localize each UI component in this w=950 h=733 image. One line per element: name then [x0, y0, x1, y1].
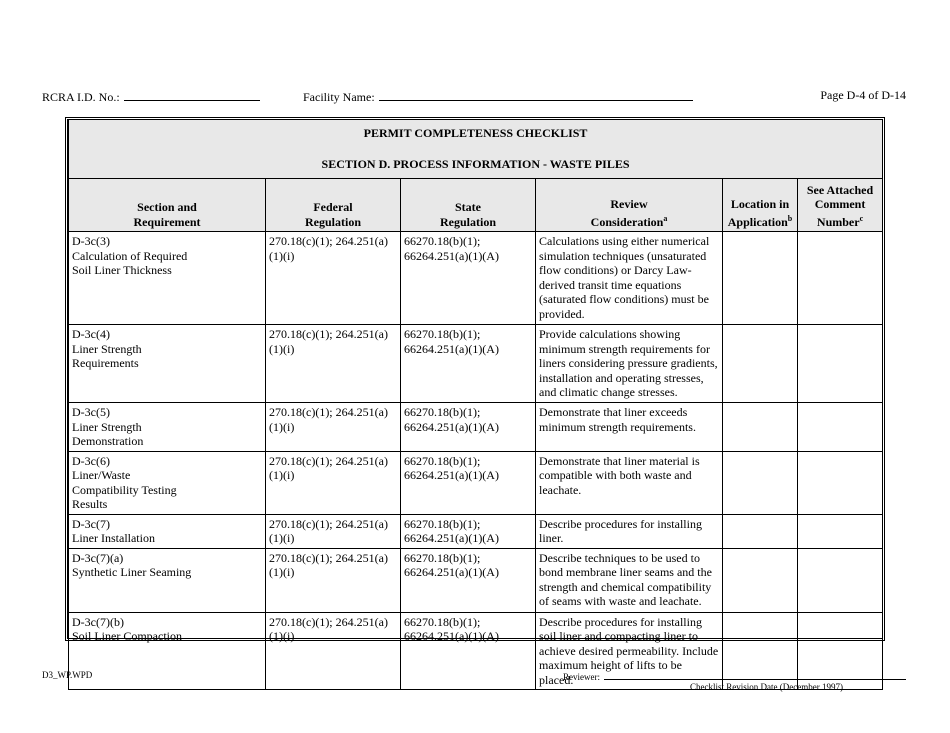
comment-number-cell[interactable] [798, 548, 883, 612]
comment-number-cell[interactable] [798, 514, 883, 548]
table-row [69, 451, 883, 514]
col-review-line2: Consideration [590, 214, 664, 229]
reviewer-blank[interactable] [604, 670, 906, 680]
checklist-table [68, 120, 883, 690]
reviewer-field [563, 670, 906, 682]
section-requirement: Soil Liner Compaction [72, 629, 182, 643]
facility-name-label: Facility Name: [303, 90, 375, 104]
col-federal [266, 179, 401, 232]
review-consideration: Describe procedures for installing soil liner and compacting liner to achieve desired permeability. Include maximum height of lifts to be placed. [536, 612, 723, 690]
state-regulation: 66270.18(b)(1); 66264.251(a)(1)(A) [401, 325, 536, 403]
review-consideration: Calculations using either numerical simulation techniques (unsaturated flow conditions) or Darcy Law-derived transit time equations (saturated flow conditions) must be provided. [536, 232, 723, 325]
col-comment [798, 179, 883, 232]
col-review-line1: Review [610, 197, 648, 211]
section-code: D-3c(7)(b) [72, 614, 124, 629]
col-section-line2: Requirement [133, 214, 201, 229]
section-requirement: Liner Strength Demonstration [72, 419, 144, 448]
federal-regulation: 270.18(c)(1); 264.251(a)(1)(i) [266, 451, 401, 514]
col-federal-line1: Federal [313, 200, 353, 214]
state-regulation: 66270.18(b)(1); 66264.251(a)(1)(A) [401, 612, 536, 690]
location-in-application-cell[interactable] [723, 548, 798, 612]
state-regulation: 66270.18(b)(1); 66264.251(a)(1)(A) [401, 403, 536, 452]
col-review [536, 179, 723, 232]
col-federal-line2: Regulation [304, 214, 361, 229]
comment-number-cell[interactable] [798, 232, 883, 325]
col-comment-line3: Number [816, 214, 860, 229]
col-location-line2: Application [727, 214, 788, 229]
comment-number-cell[interactable] [798, 403, 883, 452]
location-in-application-cell[interactable] [723, 403, 798, 452]
location-in-application-cell[interactable] [723, 514, 798, 548]
column-header-row [69, 179, 883, 232]
federal-regulation: 270.18(c)(1); 264.251(a)(1)(i) [266, 403, 401, 452]
review-consideration: Describe procedures for installing liner. [536, 514, 723, 548]
section-requirement: Synthetic Liner Seaming [72, 565, 192, 579]
col-comment-line1: See Attached [806, 182, 874, 197]
section-code: D-3c(7) [72, 516, 110, 531]
reviewer-label: Reviewer: [563, 672, 600, 682]
section-requirement: Liner Installation [72, 531, 155, 545]
title-row [69, 120, 883, 179]
federal-regulation: 270.18(c)(1); 264.251(a)(1)(i) [266, 548, 401, 612]
comment-number-cell[interactable] [798, 451, 883, 514]
section-cell [69, 451, 266, 514]
col-review-footnote: a [663, 213, 668, 223]
col-location-footnote: b [787, 213, 793, 223]
col-section [69, 179, 266, 232]
federal-regulation: 270.18(c)(1); 264.251(a)(1)(i) [266, 612, 401, 690]
section-title: SECTION D. PROCESS INFORMATION - WASTE PILES [321, 156, 630, 171]
section-requirement: Calculation of Required Soil Liner Thickness [72, 248, 188, 277]
state-regulation: 66270.18(b)(1); 66264.251(a)(1)(A) [401, 451, 536, 514]
location-in-application-cell[interactable] [723, 451, 798, 514]
col-location [723, 179, 798, 232]
federal-regulation: 270.18(c)(1); 264.251(a)(1)(i) [266, 514, 401, 548]
revision-date: Checklist Revision Date (December 1997) [690, 682, 843, 692]
checklist-title: PERMIT COMPLETENESS CHECKLIST [363, 126, 588, 140]
section-code: D-3c(5) [72, 405, 110, 419]
state-regulation: 66270.18(b)(1); 66264.251(a)(1)(A) [401, 514, 536, 548]
section-cell [69, 548, 266, 612]
location-in-application-cell[interactable] [723, 325, 798, 403]
table-row [69, 403, 883, 452]
review-consideration: Demonstrate that liner material is compatible with both waste and leachate. [536, 451, 723, 514]
table-row [69, 548, 883, 612]
col-state [401, 179, 536, 232]
section-code: D-3c(4) [72, 327, 110, 341]
section-cell [69, 325, 266, 403]
facility-name-blank[interactable] [379, 88, 693, 101]
file-name: D3_WP.WPD [42, 670, 93, 680]
section-code: D-3c(6) [72, 453, 110, 468]
section-requirement: Liner/Waste Compatibility Testing Results [72, 468, 177, 511]
col-section-line1: Section and [137, 200, 197, 214]
section-cell [69, 612, 266, 690]
comment-number-cell[interactable] [798, 325, 883, 403]
table-row [69, 325, 883, 403]
col-comment-footnote: c [859, 213, 864, 223]
federal-regulation: 270.18(c)(1); 264.251(a)(1)(i) [266, 325, 401, 403]
section-cell [69, 403, 266, 452]
col-state-line2: Regulation [439, 214, 496, 229]
review-consideration: Describe techniques to be used to bond membrane liner seams and the strength and chemical compatibility of seams with waste and leachate. [536, 548, 723, 612]
state-regulation: 66270.18(b)(1); 66264.251(a)(1)(A) [401, 548, 536, 612]
federal-regulation: 270.18(c)(1); 264.251(a)(1)(i) [266, 232, 401, 325]
col-location-line1: Location in [730, 197, 790, 211]
col-comment-line2: Comment [814, 197, 866, 211]
section-requirement: Liner Strength Requirements [72, 341, 142, 370]
section-cell [69, 514, 266, 548]
review-consideration: Provide calculations showing minimum strength requirements for liners considering pressure gradients, installation and operating stresses, and climatic change stresses. [536, 325, 723, 403]
table-row [69, 514, 883, 548]
col-state-line1: State [455, 200, 481, 214]
rcra-id-blank[interactable] [124, 88, 260, 101]
rcra-id-label: RCRA I.D. No.: [42, 90, 120, 104]
location-in-application-cell[interactable] [723, 232, 798, 325]
facility-name-field [303, 88, 693, 105]
section-code: D-3c(7)(a) [72, 550, 124, 565]
page-number: Page D-4 of D-14 [820, 88, 906, 102]
section-cell [69, 232, 266, 325]
section-code: D-3c(3) [72, 234, 110, 248]
state-regulation: 66270.18(b)(1); 66264.251(a)(1)(A) [401, 232, 536, 325]
table-row [69, 232, 883, 325]
rcra-id-field [42, 88, 260, 105]
review-consideration: Demonstrate that liner exceeds minimum strength requirements. [536, 403, 723, 452]
title-cell [69, 120, 883, 179]
